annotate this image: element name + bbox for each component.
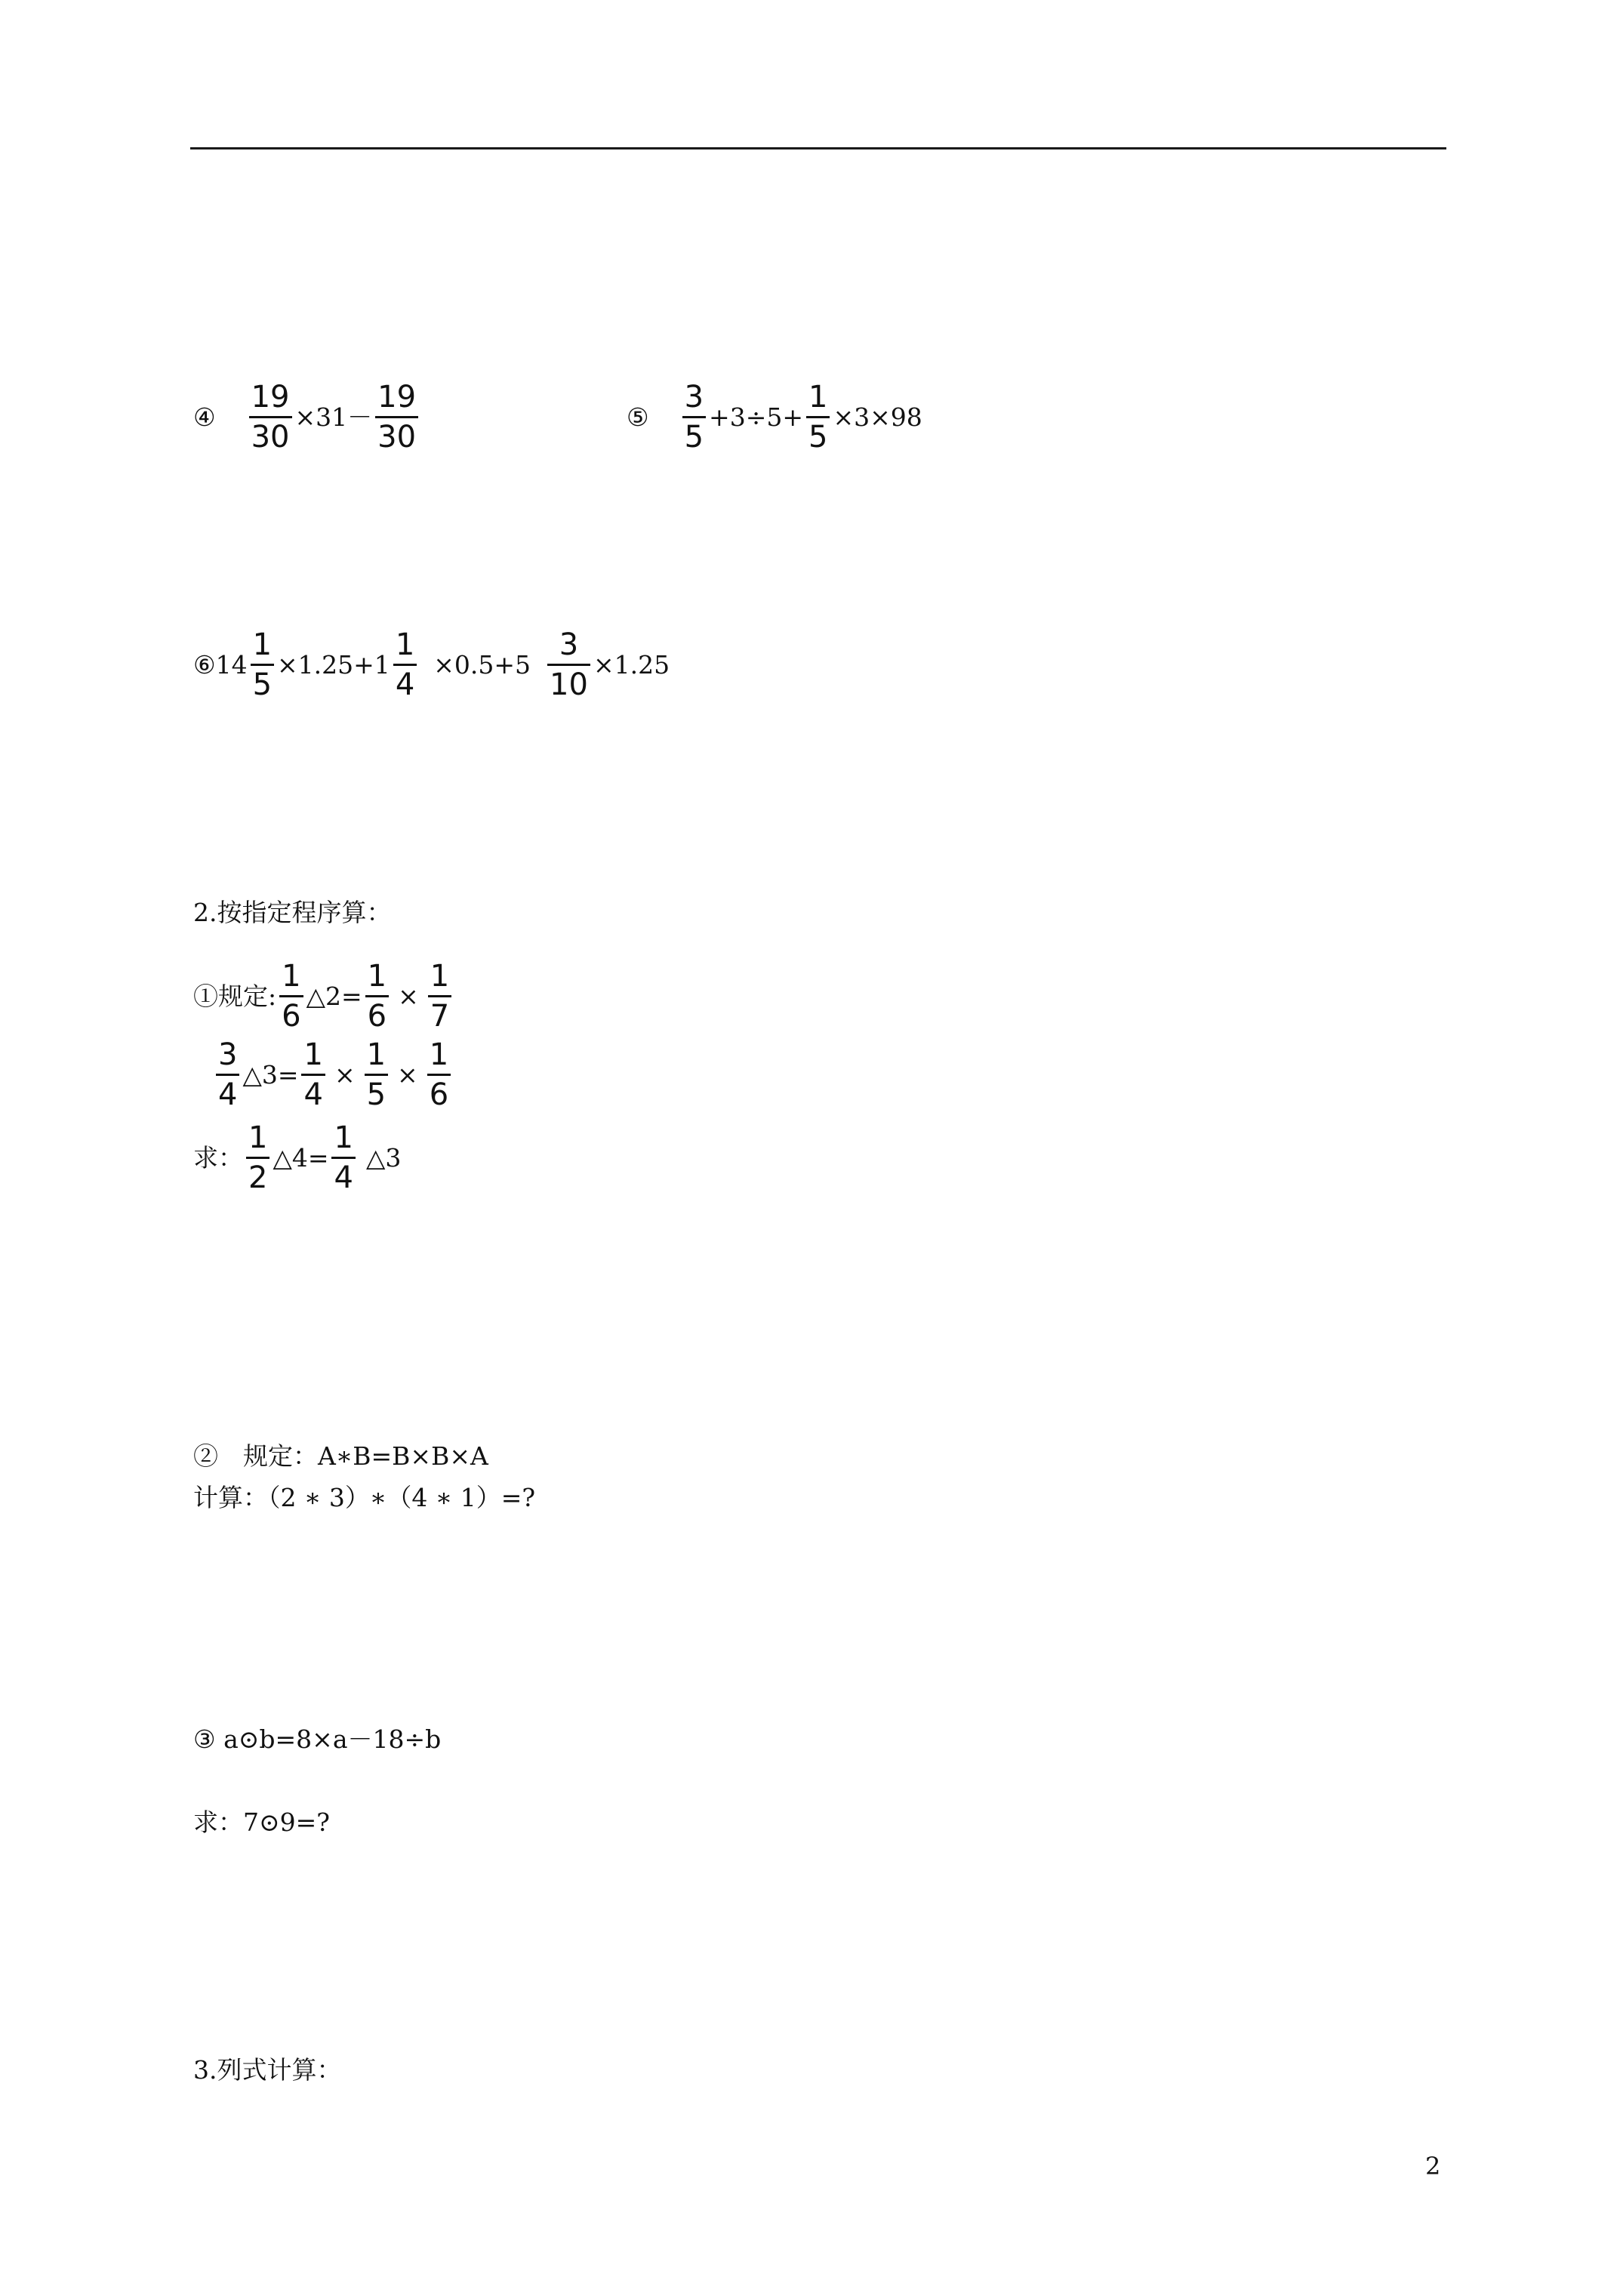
page-number: 2 bbox=[1425, 2152, 1441, 2180]
operator-text: +3÷5+ bbox=[709, 402, 803, 432]
q3-rule-line: ③ a⊙b=8×a－18÷b bbox=[193, 1724, 442, 1754]
fraction: $\frac{1}{4}$ bbox=[331, 1122, 355, 1194]
operator-text: ×0.5+5 bbox=[433, 650, 531, 680]
operator-text: × bbox=[398, 982, 419, 1011]
operator-text: △4= bbox=[273, 1143, 329, 1173]
operator-text: ×1.25+1 bbox=[277, 650, 390, 680]
problem-lead: ⑥14 bbox=[193, 650, 248, 680]
fraction: $\frac{1}{5}$ bbox=[251, 629, 274, 701]
operator-text: × bbox=[397, 1060, 418, 1089]
fraction: $\frac{3}{5}$ bbox=[682, 381, 706, 453]
fraction: $\frac{1}{7}$ bbox=[428, 960, 451, 1032]
fraction: $\frac{3}{10}$ bbox=[547, 629, 590, 701]
fraction: $\frac{1}{6}$ bbox=[365, 960, 389, 1032]
q1-prefix: ①规定: bbox=[193, 982, 277, 1011]
fraction: $\frac{1}{4}$ bbox=[301, 1039, 325, 1111]
q3-question-line: 求：7⊙9=? bbox=[193, 1808, 330, 1837]
fraction: $\frac{19}{30}$ bbox=[249, 381, 292, 453]
q1-rule-line-1 bbox=[193, 960, 454, 1032]
q2-rule-line: ② 规定：A∗B=B×B×A bbox=[193, 1441, 488, 1471]
operator-text: △2= bbox=[306, 982, 362, 1011]
fraction: $\frac{1}{5}$ bbox=[806, 381, 830, 453]
operator-text: ×31－ bbox=[294, 402, 373, 432]
fraction: $\frac{3}{4}$ bbox=[216, 1039, 239, 1111]
q1-question-line bbox=[193, 1122, 401, 1194]
operator-text: × bbox=[334, 1060, 356, 1089]
q2-question-line: 计算：（2 ∗ 3）∗（4 ∗ 1）=? bbox=[193, 1483, 536, 1512]
fraction: $\frac{19}{30}$ bbox=[375, 381, 418, 453]
operator-text: ×3×98 bbox=[833, 402, 922, 432]
fraction: $\frac{1}{6}$ bbox=[427, 1039, 451, 1111]
q1-ask-prefix: 求： bbox=[193, 1143, 243, 1173]
operator-text: ×1.25 bbox=[593, 650, 670, 680]
problem-marker: ④ bbox=[193, 402, 216, 432]
problem-4 bbox=[193, 381, 421, 453]
fraction: $\frac{1}{6}$ bbox=[279, 960, 303, 1032]
operator-text: △3 bbox=[365, 1143, 402, 1173]
header-rule bbox=[190, 147, 1446, 149]
fraction: $\frac{1}{4}$ bbox=[393, 629, 417, 701]
problem-5 bbox=[627, 381, 922, 453]
problem-6 bbox=[193, 629, 670, 701]
problem-marker: ⑤ bbox=[627, 402, 649, 432]
section-2-heading: 2.按指定程序算： bbox=[193, 898, 392, 927]
fraction: $\frac{1}{2}$ bbox=[246, 1122, 269, 1194]
section-3-heading: 3.列式计算： bbox=[193, 2055, 342, 2085]
operator-text: △3= bbox=[242, 1060, 299, 1089]
fraction: $\frac{1}{5}$ bbox=[365, 1039, 388, 1111]
q1-rule-line-2 bbox=[213, 1039, 454, 1111]
